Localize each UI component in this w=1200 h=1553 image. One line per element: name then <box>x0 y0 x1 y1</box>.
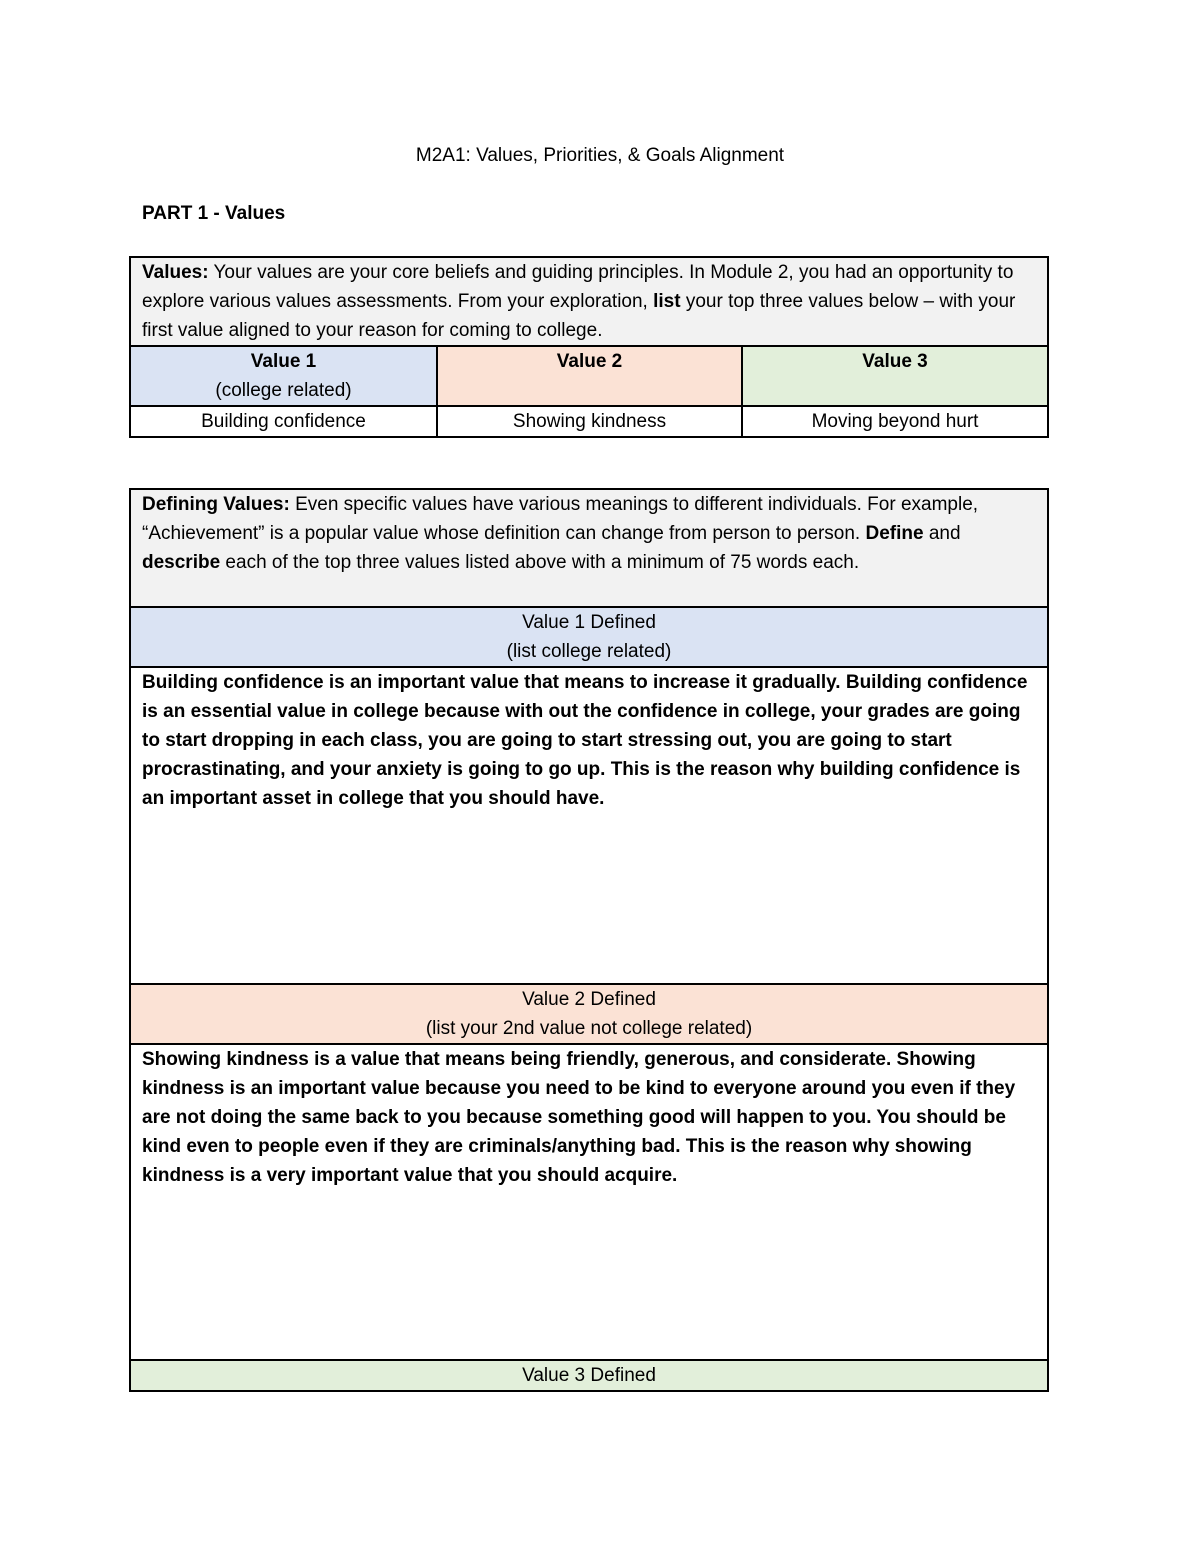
defining-intro-text-1: Even specific values have various meanings to different individuals. For example, “Achievement” is a popular value whose definition can change from person to person. <box>142 494 979 544</box>
defining-values-table <box>129 488 1049 1392</box>
defining-intro-cell <box>130 489 1048 607</box>
value-1-defined-header <box>130 607 1048 667</box>
value-1-header-sub: (college related) <box>215 380 352 401</box>
values-intro-text-2: your top three values below – with your first value aligned to your reason for coming to college. <box>142 291 1016 341</box>
value-3-header-label: Value 3 <box>862 351 928 372</box>
value-1-defined-label: Value 1 Defined <box>522 612 656 633</box>
values-intro-label: Values: <box>142 262 209 283</box>
document-title: M2A1: Values, Priorities, & Goals Alignment <box>415 145 785 166</box>
values-intro-text-1: Your values are your core beliefs and guiding principles. In Module 2, you had an opportunity to explore various values assessments. From your exploration, <box>142 262 1014 312</box>
part-heading: PART 1 - Values <box>142 203 286 224</box>
value-2-defined-sub: (list your 2nd value not college related) <box>425 1018 753 1039</box>
value-2-definition-text[interactable]: Showing kindness is a value that means being friendly, generous, and considerate. Showing kindness is an important value because you need to be kind to everyone around you even if they are not doing the same back to you because something good will happen to you. You should be kind even to people even if they are criminals/anything bad. This is the reason why showing kindness is a very important value that you should acquire. <box>130 1044 1048 1360</box>
value-1-header-label: Value 1 <box>250 351 317 372</box>
value-2-answer-cell[interactable]: Showing kindness <box>437 406 742 437</box>
value-2-defined-label: Value 2 Defined <box>522 989 656 1010</box>
defining-intro-label: Defining Values: <box>142 494 290 515</box>
value-2-header-cell <box>437 346 742 406</box>
values-intro-cell <box>130 257 1048 346</box>
value-3-defined-header <box>130 1360 1048 1391</box>
values-table <box>129 256 1049 438</box>
values-intro-bold: list <box>653 291 681 312</box>
value-1-defined-sub: (list college related) <box>506 641 672 662</box>
defining-intro-text-3: each of the top three values listed above with a minimum of 75 words each. <box>220 552 860 573</box>
value-2-defined-header <box>130 984 1048 1044</box>
defining-intro-text-2: and <box>923 523 961 544</box>
defining-intro-bold-define: Define <box>865 523 924 544</box>
defining-intro-bold-describe: describe <box>142 552 221 573</box>
value-1-definition-text[interactable]: Building confidence is an important value that means to increase it gradually. Building confidence is an essential value in college because with out the confidence in college, your grades are going to start dropping in each class, you are going to start stressing out, you are going to start procrastinating, and your anxiety is going to go up. This is the reason why building confidence is an important asset in college that you should have. <box>130 667 1048 984</box>
value-3-defined-label: Value 3 Defined <box>522 1365 656 1386</box>
value-3-header-cell <box>742 346 1048 406</box>
value-1-header-cell <box>130 346 437 406</box>
value-2-header-label: Value 2 <box>556 351 623 372</box>
value-1-answer-cell[interactable]: Building confidence <box>130 406 437 437</box>
value-3-answer-cell[interactable]: Moving beyond hurt <box>742 406 1048 437</box>
